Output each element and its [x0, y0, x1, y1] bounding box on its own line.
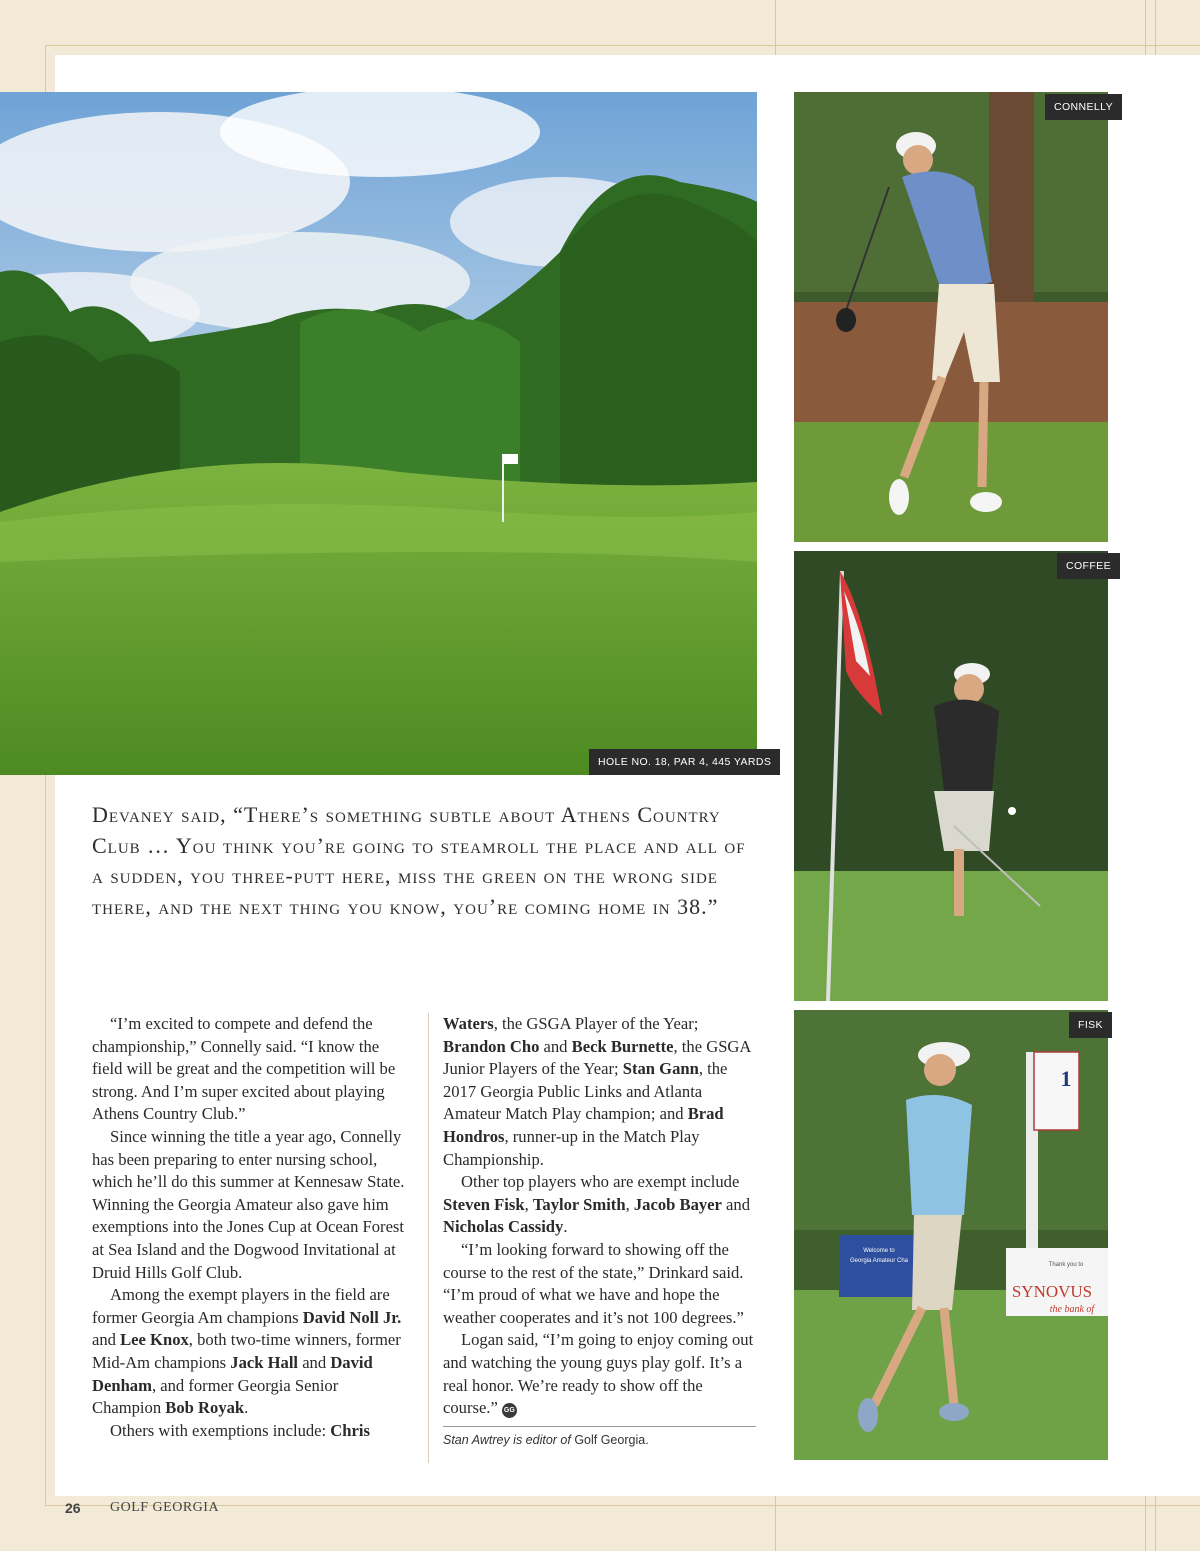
col2-p1-text-b: , the GSGA Junior Players of the Year;	[443, 1036, 751, 1079]
col2-p1-text-c: , the 2017 Georgia Public Links and Atlanta Amateur Match Play champion; and	[443, 1059, 728, 1124]
author-note-end: .	[645, 1433, 649, 1447]
connelly-photo	[794, 92, 1108, 542]
col1-p3-and-1: and	[92, 1330, 121, 1350]
col2-paragraph-3: “I’m looking forward to showing off the course to the rest of the state,” Drinkard said. “I’m proud of what we have and hope the weather cooperates and it’s not 100 degrees.”	[443, 1239, 744, 1327]
name-david-denham: David Denham	[92, 1352, 373, 1395]
name-taylor-smith: Taylor Smith	[532, 1194, 626, 1214]
col1-p3-text-b: , both two-time winners, former Mid-Am champions	[92, 1330, 401, 1372]
col1-p3-text-a: Among the exempt players in the field are former Georgia Am champions	[92, 1285, 390, 1327]
col1-paragraph-1: “I’m excited to compete and defend the championship,” Connelly said. “I know the field will be great and the competition will be strong. And I’m super excited about playing Athens Country Club.”	[92, 1014, 396, 1124]
col2-p2-text-a: Other top players who are exempt include	[461, 1172, 740, 1192]
col1-p3-text-c: , and former Georgia Senior Champion	[92, 1375, 339, 1418]
sign-welcome-text: Welcome to	[863, 1248, 895, 1254]
publication-name: GOLF GEORGIA	[110, 1500, 220, 1515]
name-david-noll: David Noll Jr.	[302, 1307, 402, 1327]
col2-p1-text-d: , runner-up in the Match Play Championship.	[443, 1126, 700, 1169]
col2-p4-text: Logan said, “I’m going to enjoy coming out and watching the young guys play golf. It’s a real honor. We’re ready to show off the course.”	[443, 1330, 754, 1418]
coffee-caption: COFFEE	[1057, 553, 1120, 579]
col1-paragraph-2: Since winning the title a year ago, Connelly has been preparing to enter nursing school, which he’ll do this summer at Kennesaw State. Winning the Georgia Amateur also gave him exemptions into the Jones Cup at Ocean Forest at Sea Island and the Dogwood Invitational at Druid Hills Golf Club.	[92, 1126, 405, 1282]
pull-quote	[92, 800, 752, 922]
sign-thanks-text: Thank you to	[1048, 1262, 1084, 1268]
name-brad-hondros: Brad Hondros	[443, 1104, 724, 1146]
col1-paragraph-3	[92, 1284, 409, 1420]
name-chris: Chris	[330, 1420, 370, 1440]
author-note	[443, 1433, 649, 1447]
fisk-photo	[794, 1010, 1108, 1460]
col2-paragraph-4	[443, 1329, 759, 1419]
name-beck-burnette: Beck Burnette	[571, 1036, 674, 1056]
col2-p2-comma-1: ,	[524, 1194, 533, 1214]
col2-p2-text-b: .	[563, 1217, 568, 1237]
sponsor-tagline-text: the bank of	[1049, 1304, 1095, 1315]
col2-p2-and: and	[721, 1194, 751, 1214]
article-column-2	[443, 1013, 759, 1420]
col1-paragraph-4	[92, 1420, 409, 1443]
sponsor-text: SYNOVUS	[1011, 1282, 1093, 1301]
article-column-1	[92, 1013, 409, 1442]
column-divider	[428, 1013, 429, 1463]
name-stan-gann: Stan Gann	[622, 1059, 699, 1079]
golf-course-photo	[0, 92, 757, 775]
name-brandon-cho: Brandon Cho	[443, 1036, 540, 1056]
name-jack-hall: Jack Hall	[230, 1352, 299, 1372]
col2-paragraph-2	[443, 1171, 759, 1239]
col1-p3-text-d: .	[244, 1398, 249, 1418]
pull-quote-text: Devaney said, “There’s something subtle about Athens Country Club … You think you’re going to steamroll the place and all of a sudden, you three-putt here, miss the green on the wrong side there, and the next thing you know, you’re coming home in 38.”	[92, 802, 746, 919]
author-note-magazine: Golf Georgia	[574, 1433, 646, 1447]
name-nicholas-cassidy: Nicholas Cassidy	[443, 1217, 564, 1237]
name-lee-knox: Lee Knox	[120, 1330, 189, 1350]
fisk-caption: FISK	[1069, 1012, 1112, 1038]
col2-p1-text-a: , the GSGA Player of the Year;	[493, 1014, 699, 1033]
col1-p3-and-2: and	[298, 1352, 331, 1372]
author-note-text: Stan Awtrey is editor of	[443, 1433, 575, 1447]
golf-georgia-end-mark-icon: GG	[502, 1403, 517, 1418]
col2-p1-and: and	[539, 1036, 572, 1056]
col2-p2-comma-2: ,	[625, 1194, 634, 1214]
hole-number-text: 1	[1060, 1066, 1072, 1091]
col2-paragraph-1	[443, 1013, 759, 1171]
connelly-caption: CONNELLY	[1045, 94, 1122, 120]
name-steven-fisk: Steven Fisk	[443, 1194, 525, 1214]
name-waters: Waters	[443, 1014, 494, 1033]
name-jacob-bayer: Jacob Bayer	[633, 1194, 722, 1214]
author-note-rule	[443, 1426, 756, 1427]
page-number: 26	[65, 1500, 81, 1516]
frame-line-top	[45, 45, 1200, 46]
coffee-photo	[794, 551, 1108, 1001]
sign-event-text: Georgia Amateur Cha	[849, 1258, 909, 1264]
name-bob-royak: Bob Royak	[165, 1398, 245, 1418]
main-photo-caption: HOLE NO. 18, PAR 4, 445 YARDS	[589, 749, 780, 775]
col1-p4-text: Others with exemptions include:	[110, 1420, 331, 1440]
